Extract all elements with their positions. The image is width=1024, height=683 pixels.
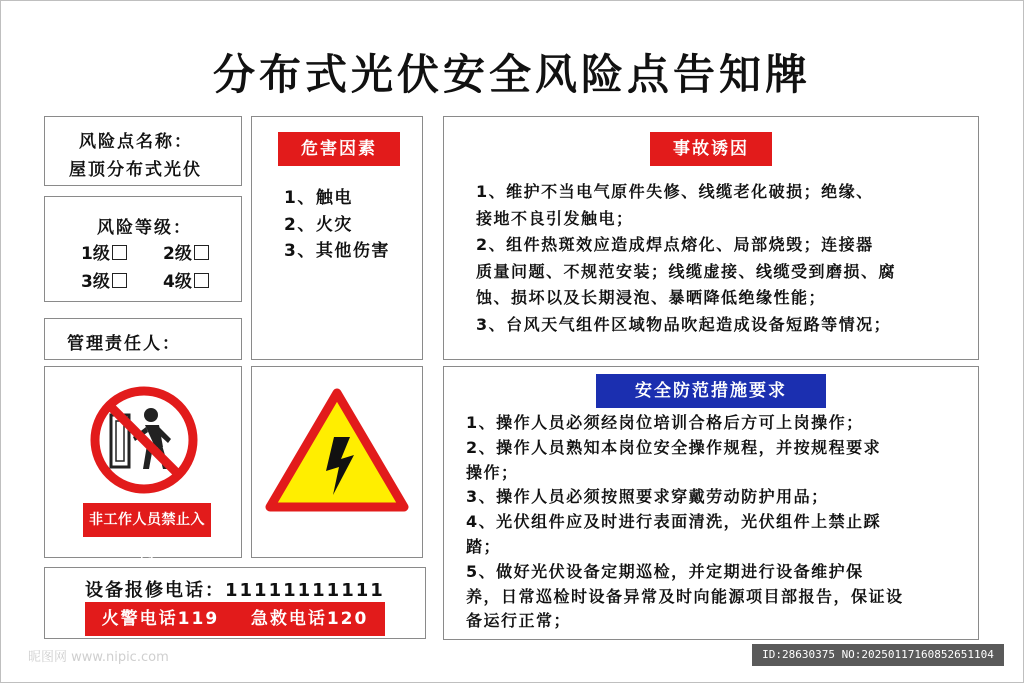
level-1-option[interactable]	[81, 239, 127, 264]
cause-line: 1、维护不当电气原件失修、线缆老化破损；绝缘、	[476, 182, 874, 201]
safety-line: 操作；	[466, 462, 519, 482]
risk-level-label: 风险等级：	[97, 218, 192, 238]
manager-box	[44, 318, 242, 360]
level-1-checkbox[interactable]	[112, 245, 127, 260]
hazard-item: 1、触电	[284, 188, 353, 208]
level-2-option[interactable]	[163, 239, 209, 264]
shock-sign-box	[251, 366, 423, 558]
hazard-item: 3、其他伤害	[284, 241, 390, 261]
causes-text	[476, 179, 896, 338]
safety-line: 2、操作人员熟知本岗位安全操作规程，并按规程要求	[466, 437, 882, 457]
risk-point-box	[44, 116, 242, 186]
level-4-text: 4级	[163, 272, 192, 292]
level-3-option[interactable]	[81, 267, 127, 292]
safety-header: 安全防范措施要求	[596, 374, 826, 408]
site-watermark: 昵图网 www.nipic.com	[28, 650, 169, 665]
risk-level-box	[44, 196, 242, 302]
level-2-checkbox[interactable]	[194, 245, 209, 260]
safety-line: 养，日常巡检时设备异常及时向能源项目部报告，保证设	[466, 586, 904, 606]
repair-phone: 设备报修电话：11111111111	[85, 580, 385, 601]
causes-box	[443, 116, 979, 360]
risk-point-label: 风险点名称：	[79, 132, 193, 152]
no-entry-label: 非工作人员禁止入内	[83, 503, 211, 537]
level-3-checkbox[interactable]	[112, 273, 127, 288]
hazards-header: 危害因素	[278, 132, 400, 166]
level-1-text: 1级	[81, 244, 110, 264]
page-title: 分布式光伏安全风险点告知牌	[212, 50, 811, 99]
causes-header: 事故诱因	[650, 132, 772, 166]
emergency-phones: 火警电话119 急救电话120	[85, 602, 385, 636]
cause-line: 3、台风天气组件区域物品吹起造成设备短路等情况；	[476, 314, 892, 334]
risk-point-value: 屋顶分布式光伏	[69, 160, 202, 180]
hazard-item: 2、火灾	[284, 214, 353, 235]
image-id-bar: ID:28630375 NO:20250117160852651104	[752, 644, 1004, 666]
safety-line: 4、光伏组件应及时进行表面清洗，光伏组件上禁止踩	[466, 512, 882, 532]
hazards-box	[251, 116, 423, 360]
safety-line: 3、操作人员必须按照要求穿戴劳动防护用品；	[466, 487, 829, 507]
safety-line: 踏；	[466, 536, 502, 556]
prohibit-sign-box	[44, 366, 242, 562]
level-4-option[interactable]	[163, 267, 209, 292]
level-2-text: 2级	[163, 244, 192, 264]
safety-line: 1、操作人员必须经岗位培训合格后方可上岗操作；	[466, 413, 864, 432]
cause-line: 蚀、损坏以及长期浸泡、暴晒降低绝缘性能；	[476, 288, 827, 307]
hazards-list	[284, 185, 390, 265]
cause-line: 接地不良引发触电；	[476, 208, 634, 228]
safety-line: 备运行正常；	[466, 611, 572, 631]
no-entry-icon	[89, 385, 199, 495]
high-voltage-icon	[264, 387, 410, 515]
level-3-text: 3级	[81, 272, 110, 292]
safety-line: 5、做好光伏设备定期巡检，并定期进行设备维护保	[466, 561, 864, 581]
cause-line: 质量问题、不规范安装；线缆虚接、线缆受到磨损、腐	[476, 261, 897, 281]
cause-line: 2、组件热斑效应造成焊点熔化、局部烧毁；连接器	[476, 235, 874, 254]
manager-label: 管理责任人：	[67, 334, 181, 354]
safety-box	[443, 366, 979, 640]
level-4-checkbox[interactable]	[194, 273, 209, 288]
contact-box	[44, 567, 426, 639]
safety-text	[466, 411, 904, 634]
